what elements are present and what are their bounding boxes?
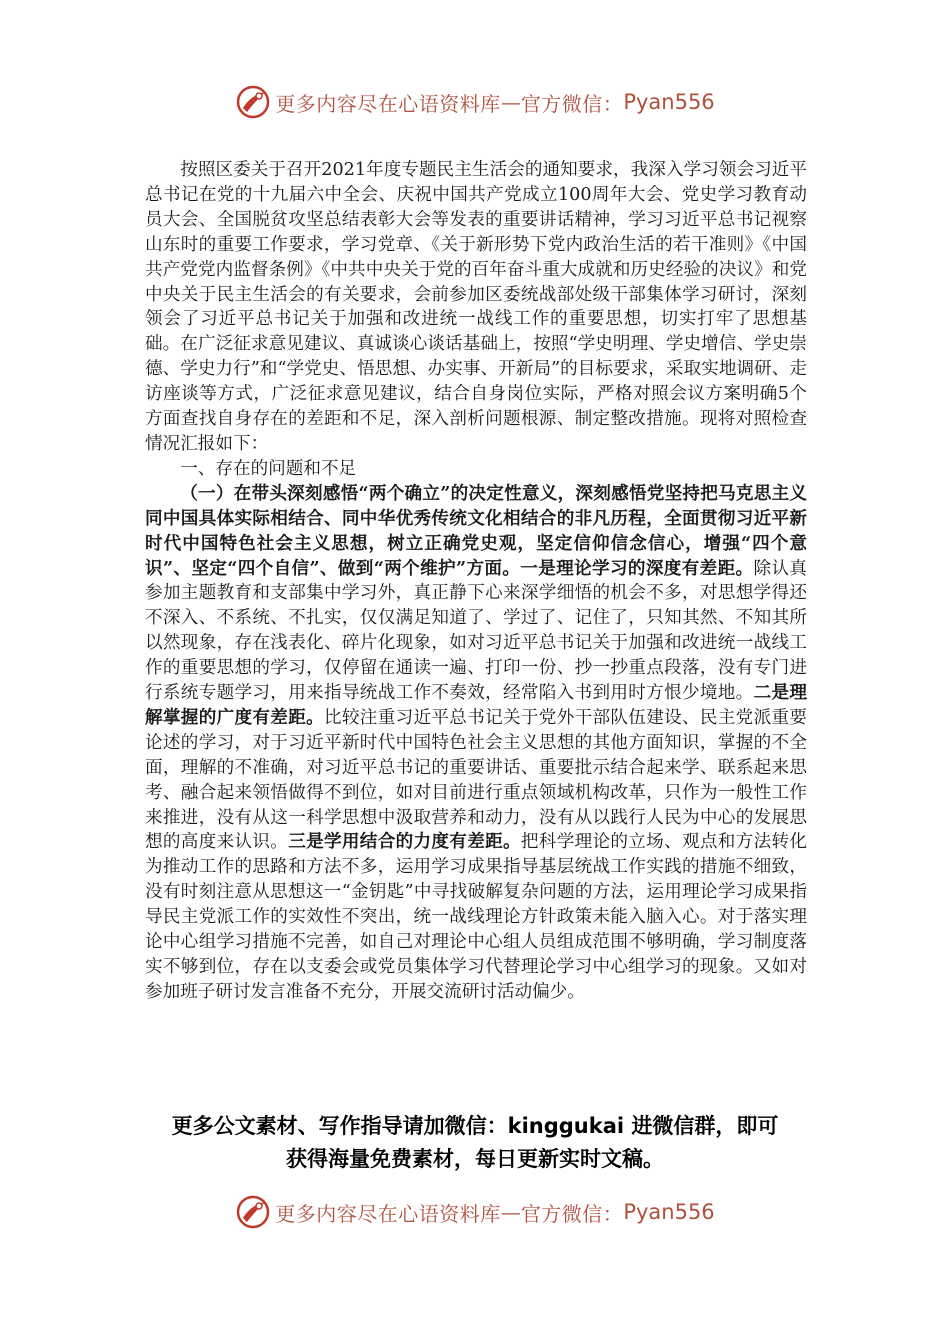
- promo-line-1: 更多公文素材、写作指导请加微信：kinggukai 进微信群，即可: [171, 1114, 779, 1138]
- header-banner-dash: —: [500, 90, 521, 114]
- point2-text: 比较注重习近平总书记关于党外干部队伍建设、民主党派重要论述的学习，对于习近平新时代中国特色社会主义思想的其他方面知识，掌握的不全面，理解的不准确，对习近平总书记的重要讲话、重要批示结合起来学、联系起来思考、融合起来领悟做得不到位，如对目前进行重点领域机构改革，只作为一般性工作来推进，没有从这一科学思想中汲取营养和动力，没有从以践行人民为中心的发展思想的高度来认识。: [145, 707, 807, 853]
- footer-banner-handle: Pyan556: [623, 1200, 715, 1224]
- item1-paragraph: [145, 482, 807, 1005]
- point2-label: 二是理解掌握的广度有差距。: [145, 682, 807, 728]
- footer-watermark-banner: [0, 1190, 950, 1234]
- section-heading: 一、存在的问题和不足: [180, 458, 357, 479]
- point1-label: 一是理论学习的深度有差距。: [520, 557, 754, 579]
- point1-text: 除认真参加主题教育和支部集中学习外，真正静下心来深学细悟的机会不多，对思想学得还不深入、不系统、不扎实，仅仅满足知道了、学过了、记住了，只知其然、不知其所以然现象，存在浅表化、碎片化现象，如对习近平总书记关于加强和改进统一战线工作的重要思想的学习，仅停留在通读一遍、打印一份、抄一抄重点段落，没有专门进行系统专题学习，用来指导统战工作不奏效，经常陷入书到用时方恨少境地。: [145, 558, 807, 704]
- point3-label: 三是学用结合的力度有差距。: [288, 831, 521, 853]
- footer-banner-text: 更多内容尽在心语资料库: [275, 1201, 501, 1226]
- point3-text: 把科学理论的立场、观点和方法转化为推动工作的思路和方法不多，运用学习成果指导基层统战工作实践的措施不细致，没有时刻注意从思想这一“金钥匙”中寻找破解复杂问题的方法，运用理论学习成果指导民主党派工作的实效性不突出，统一战线理论方针政策未能入脑入心。对于落实理论中心组学习措施不完善，如自己对理论中心组人员组成范围不够明确，学习制度落实不够到位，存在以支委会或党员集体学习代替理论学习中心组学习的现象。又如对参加班子研讨发言准备不充分，开展交流研讨活动偏少。: [145, 832, 807, 1002]
- footer-banner-dash: —: [500, 1200, 521, 1224]
- promo-notice: [100, 1110, 850, 1176]
- footer-banner-official: 官方微信：: [520, 1201, 624, 1226]
- document-body: [145, 158, 807, 1005]
- promo-line-2: 获得海量免费素材，每日更新实时文稿。: [286, 1147, 664, 1171]
- brand-logo-icon: [235, 1194, 271, 1230]
- header-banner-text: 更多内容尽在心语资料库: [275, 91, 501, 116]
- header-watermark-banner: [0, 80, 950, 124]
- item1-title: （一）在带头深刻感悟“两个确立”的决定性意义，深刻感悟党坚持把马克思主义同中国具体实际相结合、同中华优秀传统文化相结合的非凡历程，全面贯彻习近平新时代中国特色社会主义思想，树立正确党史观，坚定信仰信念信心，增强“四个意识”、坚定“四个自信”、做到“两个维护”方面。: [145, 482, 807, 579]
- brand-logo-icon: [235, 84, 271, 120]
- header-banner-handle: Pyan556: [623, 90, 715, 114]
- intro-paragraph: 按照区委关于召开2021年度专题民主生活会的通知要求，我深入学习领会习近平总书记在党的十九届六中全会、庆祝中国共产党成立100周年大会、党史学习教育动员大会、全国脱贫攻坚总结表彰大会等发表的重要讲话精神，学习习近平总书记视察山东时的重要工作要求，学习党章、《关于新形势下党内政治生活的若干准则》《中国共产党党内监督条例》《中共中央关于党的百年奋斗重大成就和历史经验的决议》和党中央关于民主生活会的有关要求，会前参加区委统战部处级干部集体学习研讨，深刻领会了习近平总书记关于加强和改进统一战线工作的重要思想，切实打牢了思想基础。在广泛征求意见建议、真诚谈心谈话基础上，按照“学史明理、学史增信、学史崇德、学史力行”和“学党史、悟思想、办实事、开新局”的目标要求，采取实地调研、走访座谈等方式，广泛征求意见建议，结合自身岗位实际，严格对照会议方案明确5个方面查找自身存在的差距和不足，深入剖析问题根源、制定整改措施。现将对照检查情况汇报如下：: [145, 160, 807, 454]
- header-banner-official: 官方微信：: [520, 91, 624, 116]
